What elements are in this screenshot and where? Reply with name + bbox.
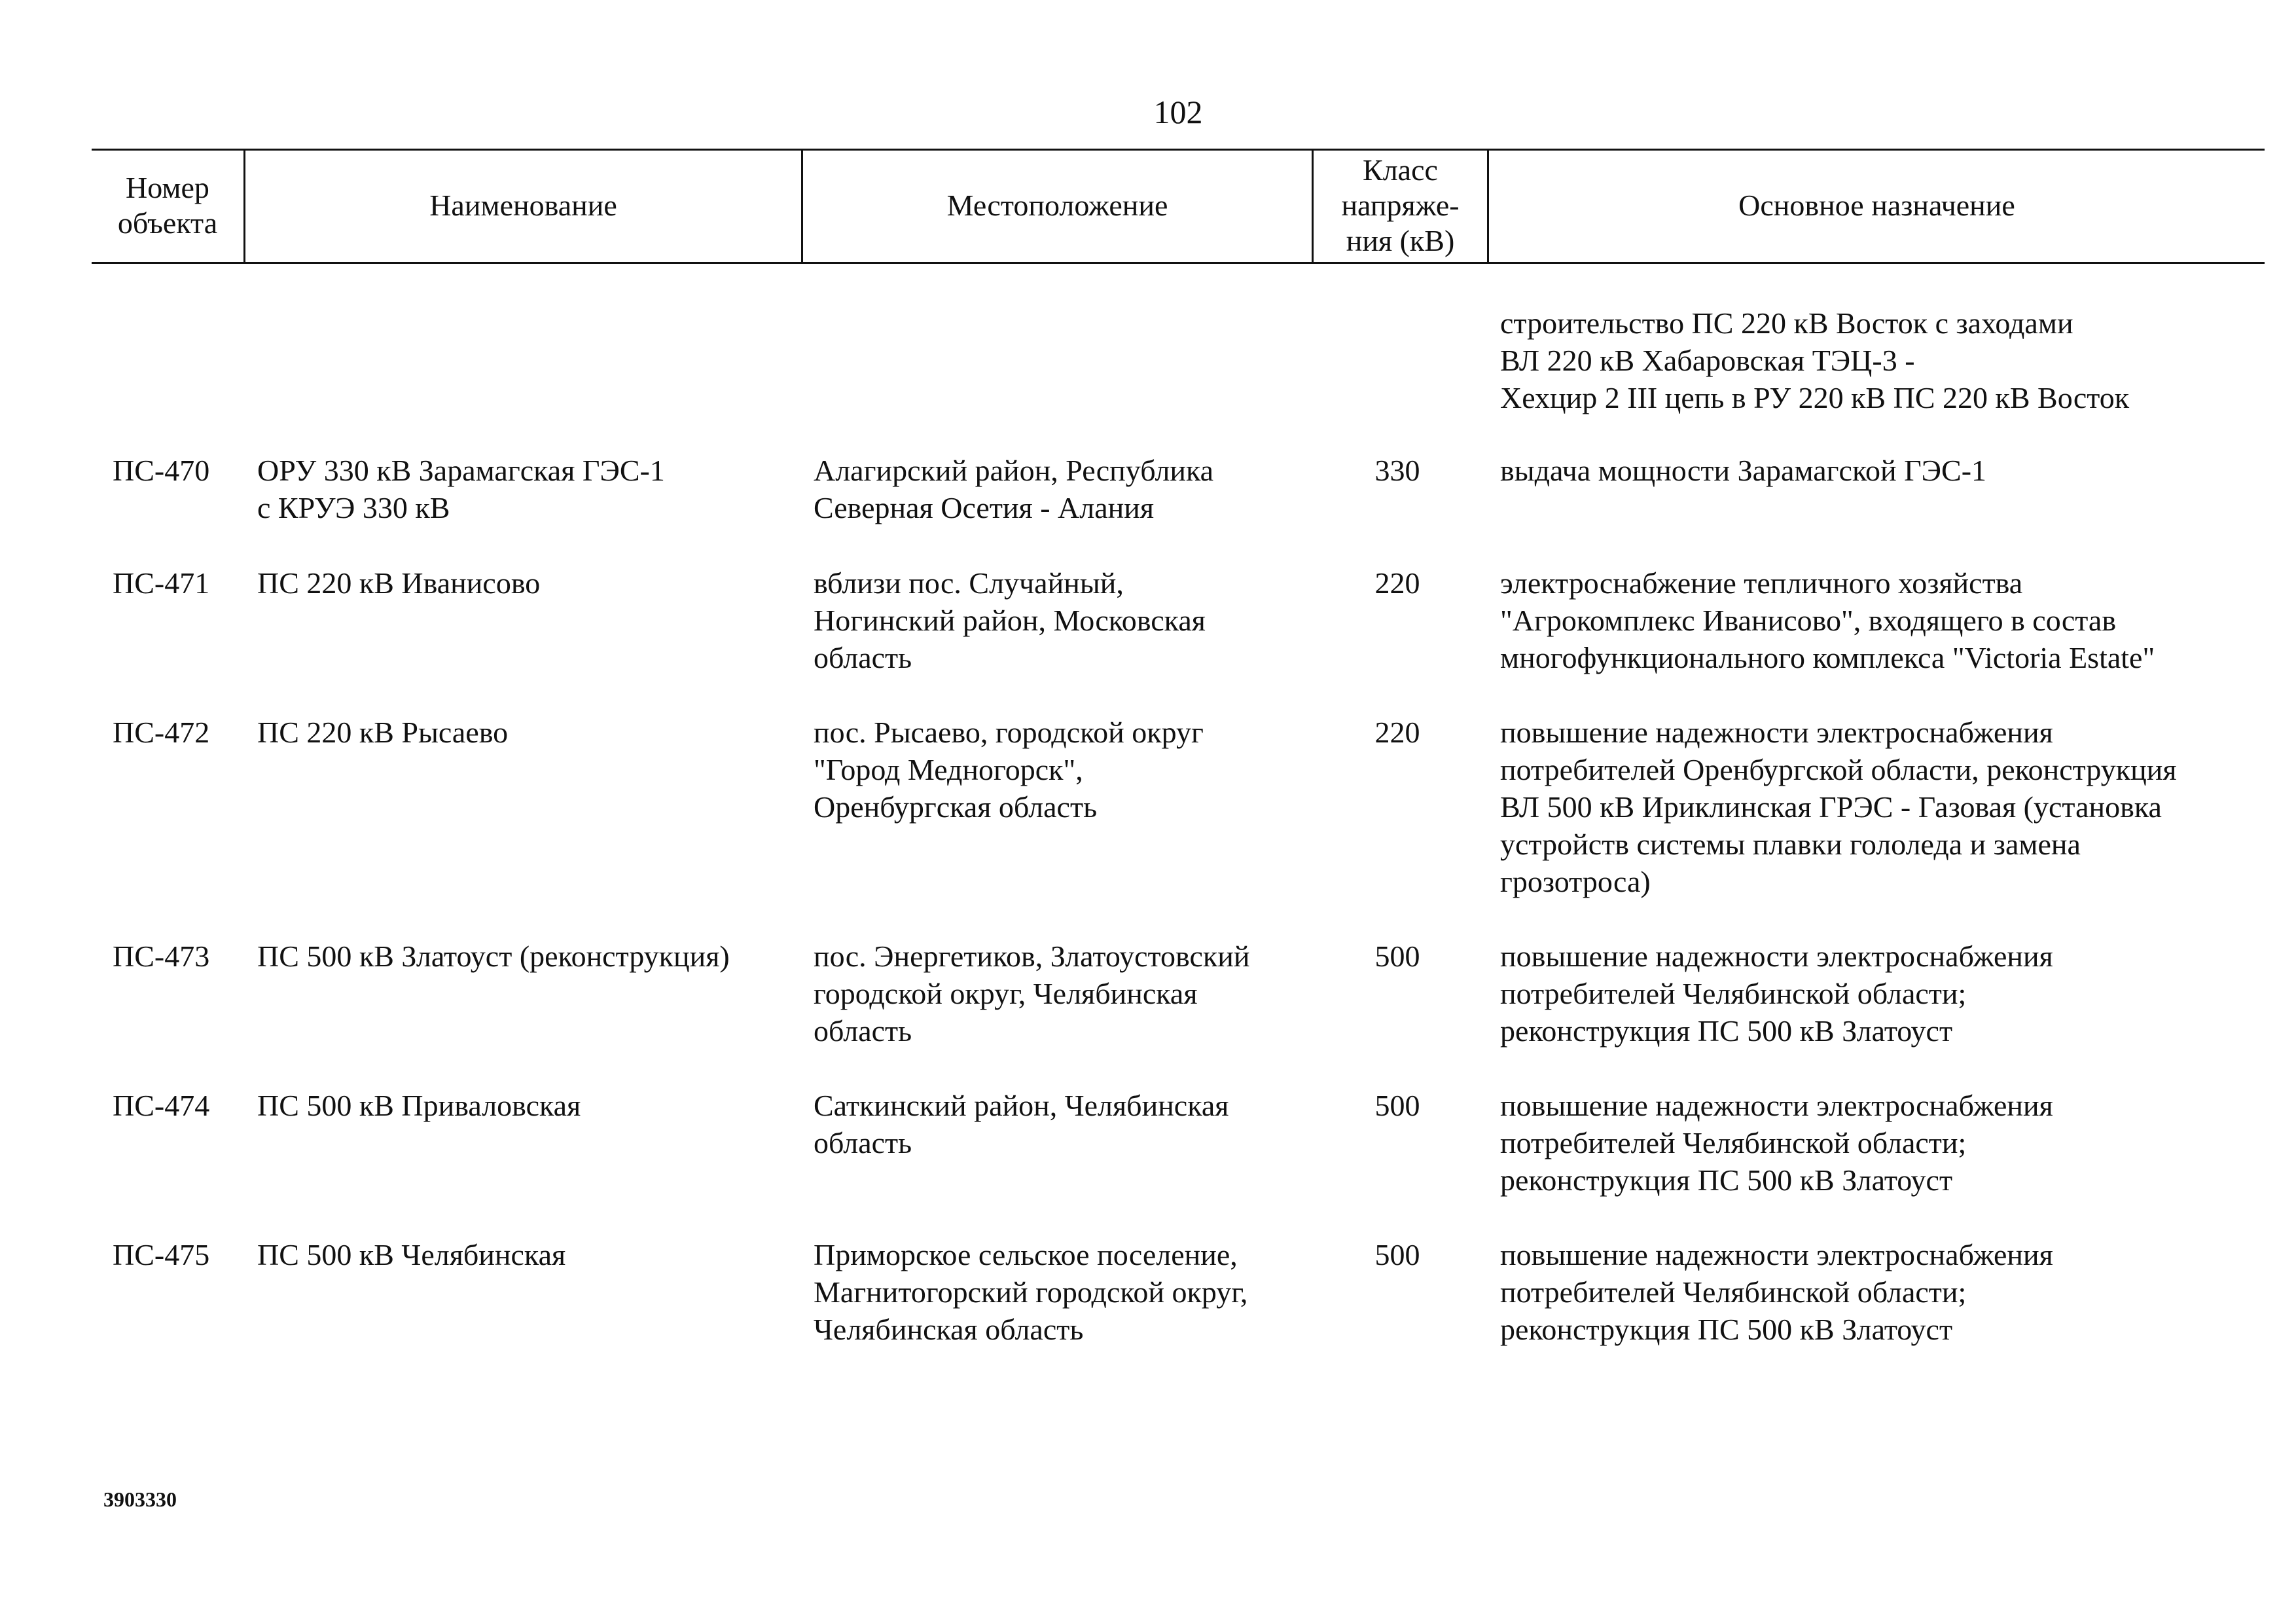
row-location: Саткинский район, Челябинская область [814, 1089, 1229, 1159]
row-purpose: повышение надежности электроснабжения потребителей Челябинской области; реконструкция ПС 500 кВ Златоуст [1500, 1089, 2053, 1197]
row-name: ПС 500 кВ Приваловская [257, 1089, 581, 1122]
continuation-purpose: строительство ПС 220 кВ Восток с заходами ВЛ 220 кВ Хабаровская ТЭЦ-3 - Хехцир 2 III цепь в РУ 220 кВ ПС 220 кВ Восток [1500, 306, 2130, 414]
row-location: Приморское сельское поселение, Магнитогорский городской округ, Челябинская область [814, 1238, 1248, 1346]
row-number: ПС-475 [113, 1238, 210, 1271]
row-location: вблизи пос. Случайный, Ногинский район, Московская область [814, 566, 1206, 674]
row-purpose: электроснабжение тепличного хозяйства "Агрокомплекс Иванисово", входящего в состав многофункционального комплекса "Victoria Estate" [1500, 566, 2155, 674]
row-name: ПС 500 кВ Челябинская [257, 1238, 566, 1271]
row-purpose: выдача мощности Зарамагской ГЭС-1 [1500, 454, 1987, 487]
row-name: ПС 220 кВ Иванисово [257, 566, 541, 600]
table-header-bottom-rule [92, 262, 2265, 264]
document-code: 3903330 [103, 1487, 177, 1511]
row-number: ПС-471 [113, 566, 210, 600]
row-location: Алагирский район, Республика Северная Осетия - Алания [814, 454, 1214, 524]
row-name: ПС 220 кВ Рысаево [257, 716, 509, 749]
header-location: Местоположение [946, 189, 1168, 222]
page-number: 102 [1153, 94, 1203, 130]
header-number: Номер объекта [117, 171, 218, 240]
row-name: ПС 500 кВ Златоуст (реконструкция) [257, 939, 730, 973]
row-voltage: 330 [1374, 454, 1420, 487]
row-voltage: 500 [1374, 939, 1420, 973]
row-number: ПС-472 [113, 716, 210, 749]
header-name: Наименование [429, 189, 617, 222]
row-location: пос. Энергетиков, Златоустовский городской округ, Челябинская область [814, 939, 1250, 1048]
row-location: пос. Рысаево, городской округ "Город Медногорск", Оренбургская область [814, 716, 1204, 824]
row-voltage: 500 [1374, 1089, 1420, 1122]
row-purpose: повышение надежности электроснабжения потребителей Челябинской области; реконструкция ПС 500 кВ Златоуст [1500, 1238, 2053, 1346]
row-number: ПС-470 [113, 454, 210, 487]
row-purpose: повышение надежности электроснабжения потребителей Челябинской области; реконструкция ПС 500 кВ Златоуст [1500, 939, 2053, 1048]
row-voltage: 220 [1374, 566, 1420, 600]
header-voltage: Класс напряже- ния (кВ) [1341, 153, 1460, 257]
row-name: ОРУ 330 кВ Зарамагская ГЭС-1 с КРУЭ 330 кВ [257, 454, 665, 524]
row-number: ПС-474 [113, 1089, 210, 1122]
row-voltage: 220 [1374, 716, 1420, 749]
row-number: ПС-473 [113, 939, 210, 973]
row-purpose: повышение надежности электроснабжения потребителей Оренбургской области, реконструкция ВЛ 500 кВ Ириклинская ГРЭС - Газовая (установка устройств системы плавки гололеда и замена грозотроса) [1500, 716, 2177, 898]
row-voltage: 500 [1374, 1238, 1420, 1271]
header-purpose: Основное назначение [1738, 189, 2015, 222]
